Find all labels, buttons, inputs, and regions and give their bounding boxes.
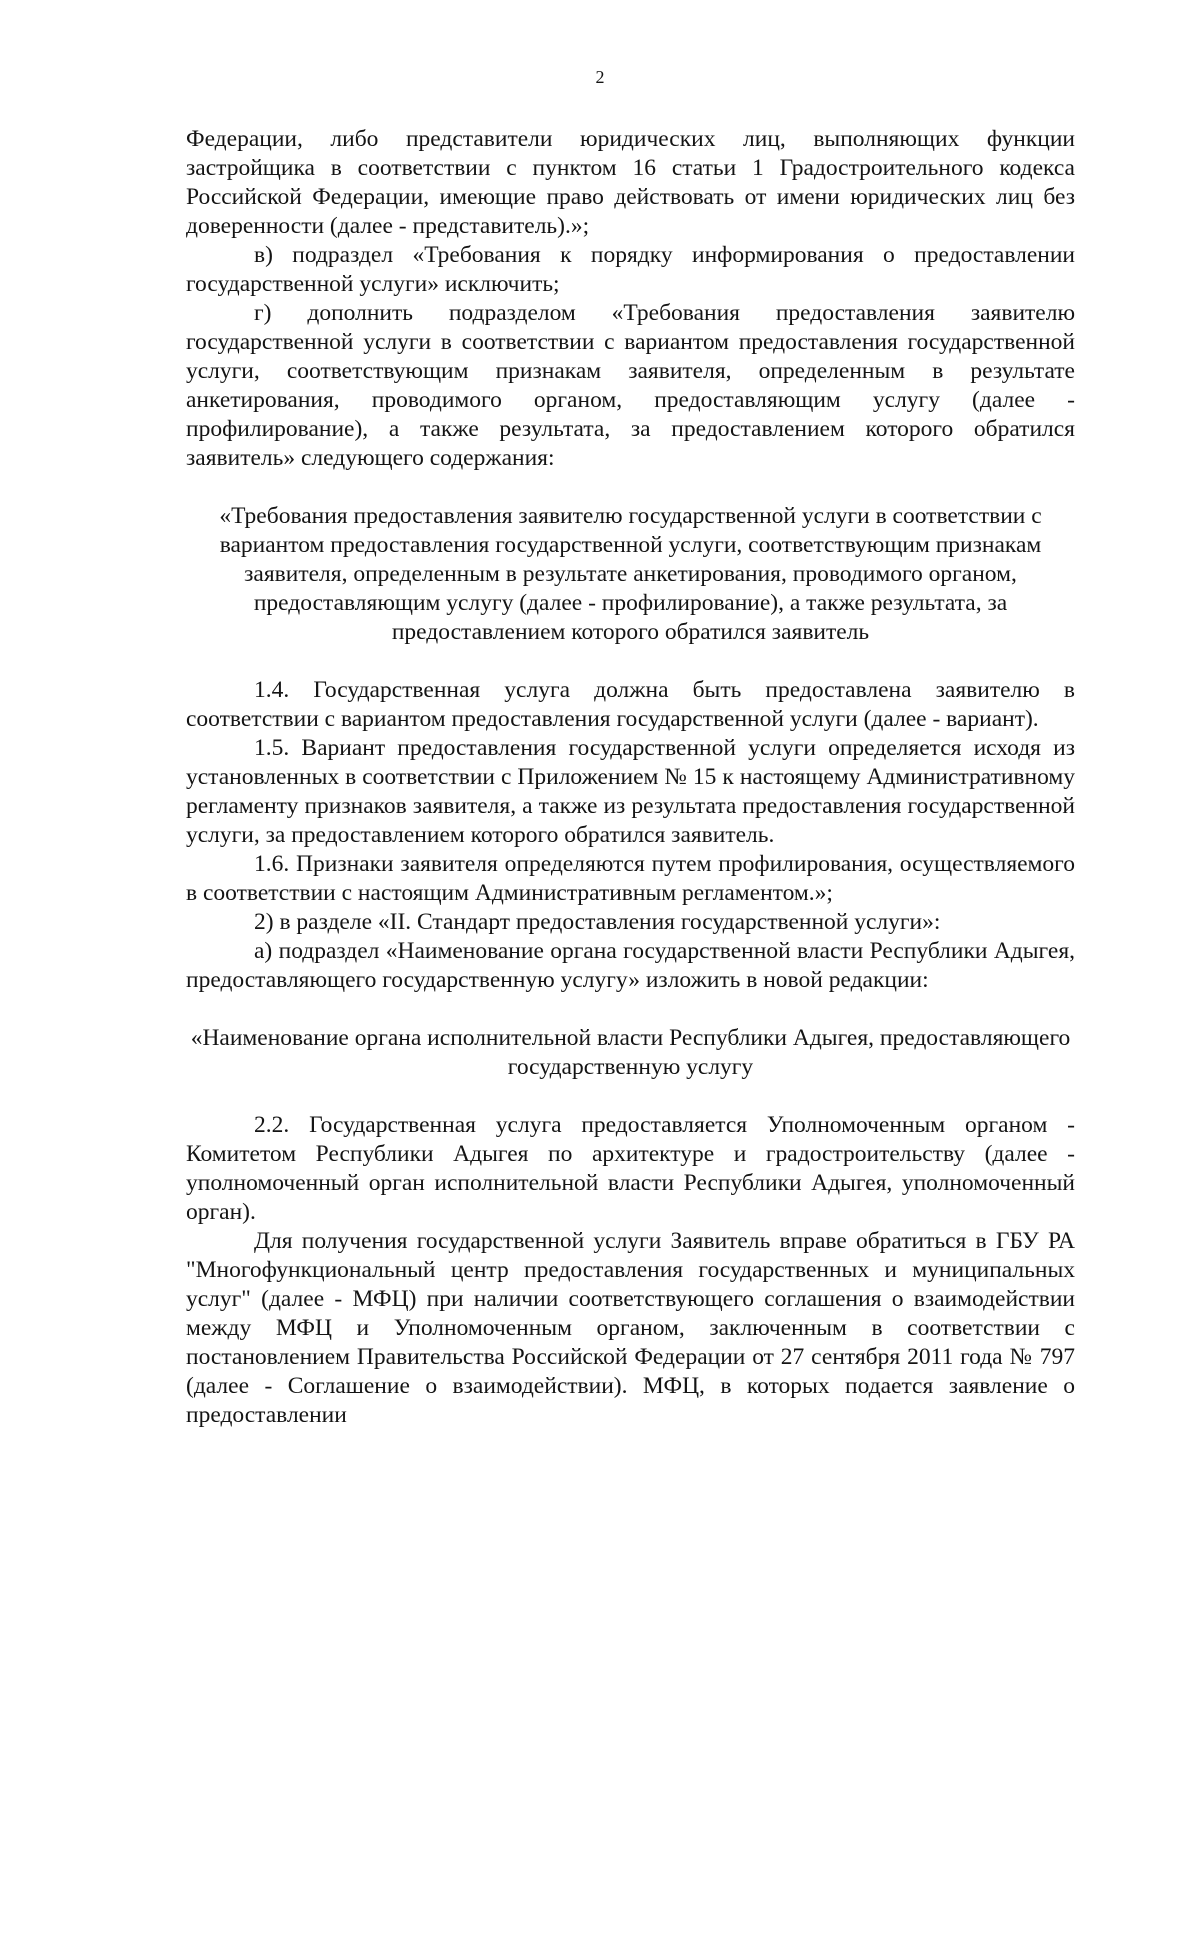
paragraph-mfc: Для получения государственной услуги Заявитель вправе обратиться в ГБУ РА "Многофункциональный центр предоставления государственных и муниципальных услуг" (далее - МФЦ) при наличии соответствующего соглашения о взаимодействии между МФЦ и Уполномоченным органом, заключенным в соответствии с постановлением Правительства Российской Федерации от 27 сентября 2011 года № 797 (далее - Соглашение о взаимодействии). МФЦ, в которых подается заявление о предоставлении [186, 1228, 1075, 1428]
paragraph-item-v: в) подраздел «Требования к порядку информирования о предоставлении государственной услуги» исключить; [186, 242, 1075, 297]
page-number: 2 [595, 67, 605, 87]
section-heading-requirements: «Требования предоставления заявителю государственной услуги в соответствии с вариантом предоставления государственной услуги, соответствующим признакам заявителя, определенным в результате анкетирования, проводимого органом, предоставляющим услугу (далее - профилирование), а также результата, за предоставлением которого обратился заявитель [219, 503, 1042, 645]
document-body [186, 125, 1075, 1430]
paragraph-2-2: 2.2. Государственная услуга предоставляется Уполномоченным органом - Комитетом Республики Адыгея по архитектуре и градостроительству (далее - уполномоченный орган исполнительной власти Республики Адыгея, уполномоченный орган). [186, 1112, 1075, 1225]
paragraph-1-4: 1.4. Государственная услуга должна быть предоставлена заявителю в соответствии с вариантом предоставления государственной услуги (далее - вариант). [186, 677, 1075, 732]
paragraph-item-2: 2) в разделе «II. Стандарт предоставления государственной услуги»: [254, 909, 941, 935]
paragraph-1-5: 1.5. Вариант предоставления государственной услуги определяется исходя из установленных в соответствии с Приложением № 15 к настоящему Административному регламенту признаков заявителя, а также из результата предоставления государственной услуги, за предоставлением которого обратился заявитель. [186, 735, 1075, 848]
section-heading-authority: «Наименование органа исполнительной власти Республики Адыгея, предоставляющего государственную услугу [190, 1025, 1071, 1080]
paragraph-item-g: г) дополнить подразделом «Требования предоставления заявителю государственной услуги в соответствии с вариантом предоставления государственной услуги, соответствующим признакам заявителя, определенным в результате анкетирования, проводимого органом, предоставляющим услугу (далее - профилирование), а также результата, за предоставлением которого обратился заявитель» следующего содержания: [186, 300, 1075, 471]
paragraph-1-6: 1.6. Признаки заявителя определяются путем профилирования, осуществляемого в соответствии с настоящим Административным регламентом.»; [186, 851, 1075, 906]
paragraph-item-a: а) подраздел «Наименование органа государственной власти Республики Адыгея, предоставляющего государственную услугу» изложить в новой редакции: [186, 938, 1075, 993]
paragraph-representatives: Федерации, либо представители юридических лиц, выполняющих функции застройщика в соответствии с пунктом 16 статьи 1 Градостроительного кодекса Российской Федерации, имеющие право действовать от имени юридических лиц без доверенности (далее - представитель).»; [186, 126, 1075, 239]
